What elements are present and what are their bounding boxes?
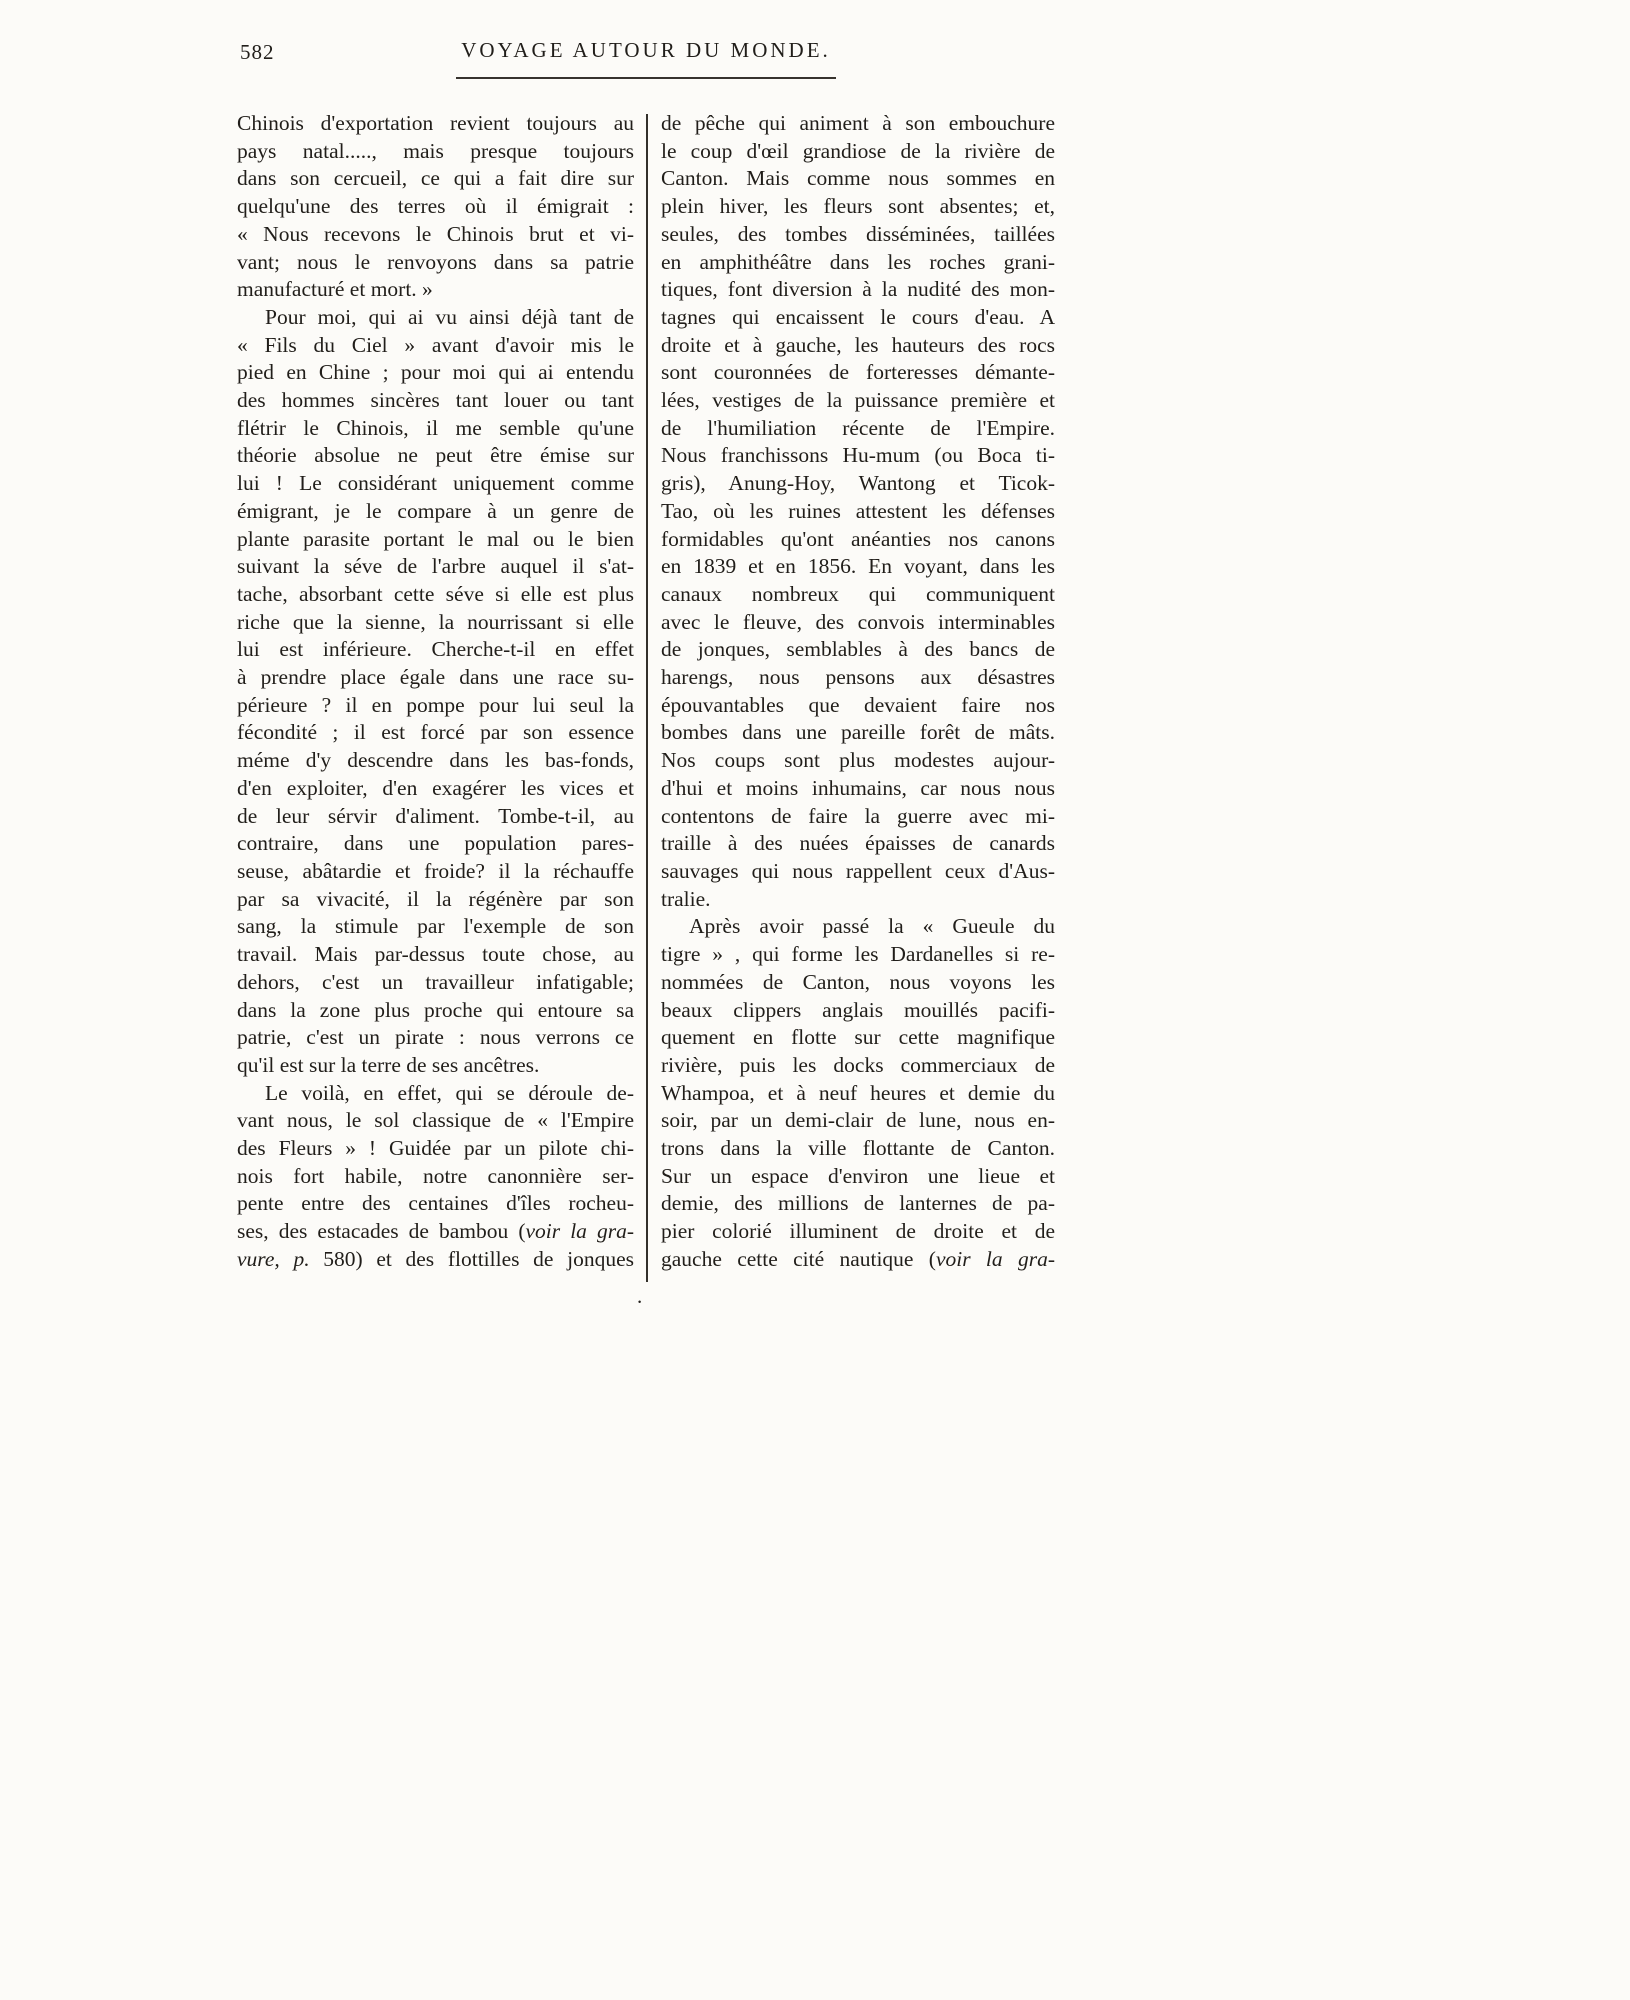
text-line: patrie, c'est un pirate : nous verrons ce [237, 1025, 634, 1050]
text-line: droite et à gauche, les hauteurs des rocs [661, 332, 1055, 357]
text-columns [237, 110, 1055, 1290]
text-line: tigre » , qui forme les Dardanelles si re- [661, 942, 1055, 967]
text-line: « Nous recevons le Chinois brut et vi- [237, 221, 634, 246]
text-line: tiques, font diversion à la nudité des mon- [661, 277, 1055, 302]
text-line: Nous franchissons Hu-mum (ou Boca ti- [661, 443, 1055, 468]
text-line: pied en Chine ; pour moi qui ai entendu [237, 360, 634, 385]
text-line: formidables qu'ont anéanties nos canons [661, 526, 1055, 551]
text-line: manufacturé et mort. » [237, 277, 433, 302]
text-line: Chinois d'exportation revient toujours au [237, 111, 634, 135]
text-line: de leur sérvir d'aliment. Tombe-t-il, au [237, 803, 634, 828]
text-line: rivière, puis les docks commerciaux de [661, 1052, 1055, 1077]
text-line: flétrir le Chinois, il me semble qu'une [237, 415, 634, 440]
text-line: dans la zone plus proche qui entoure sa [237, 997, 634, 1022]
text-line: avec le fleuve, des convois interminables [661, 609, 1055, 634]
text-line: contentons de faire la guerre avec mi- [661, 803, 1055, 828]
text-line: fécondité ; il est forcé par son essence [237, 720, 634, 745]
text-line: trons dans la ville flottante de Canton. [661, 1136, 1055, 1161]
text-line: périeure ? il en pompe pour lui seul la [237, 692, 634, 717]
text-line: méme d'y descendre dans les bas-fonds, [237, 748, 634, 773]
text-line: ses, des estacades de bambou (voir la gra- [237, 1219, 634, 1244]
text-line: dans son cercueil, ce qui a fait dire sur [237, 166, 634, 191]
text-line: épouvantables que devaient faire nos [661, 692, 1055, 717]
text-line: théorie absolue ne peut être émise sur [237, 443, 634, 468]
text-line: de pêche qui animent à son embouchure [661, 111, 1055, 135]
text-line: Nos coups sont plus modestes aujour- [661, 748, 1055, 773]
text-line: bombes dans une pareille forêt de mâts. [661, 720, 1055, 745]
text-line: en amphithéâtre dans les roches grani- [661, 249, 1055, 274]
text-line: pays natal....., mais presque toujours [237, 138, 634, 163]
text-line: sont couronnées de forteresses démante- [661, 360, 1055, 385]
text-line: Pour moi, qui ai vu ainsi déjà tant de [265, 304, 634, 329]
text-line: Sur un espace d'environ une lieue et [661, 1163, 1055, 1188]
text-line: dehors, c'est un travailleur infatigable; [237, 969, 634, 994]
text-line: d'en exploiter, d'en exagérer les vices et [237, 775, 634, 800]
text-line: canaux nombreux qui communiquent [661, 581, 1055, 606]
text-line: émigrant, je le compare à un genre de [237, 498, 634, 523]
text-line: lui est inférieure. Cherche-t-il en effet [237, 637, 634, 662]
text-line: Le voilà, en effet, qui se déroule de- [265, 1080, 634, 1105]
text-line: beaux clippers anglais mouillés pacifi- [661, 997, 1055, 1022]
text-line: lées, vestiges de la puissance première et [661, 388, 1055, 413]
text-line: suivant la séve de l'arbre auquel il s'at- [237, 554, 634, 579]
text-line: « Fils du Ciel » avant d'avoir mis le [237, 332, 634, 357]
text-line: en 1839 et en 1856. En voyant, dans les [661, 554, 1055, 579]
text-line: travail. Mais par-dessus toute chose, au [237, 942, 634, 967]
text-line: tagnes qui encaissent le cours d'eau. A [661, 304, 1055, 329]
running-title: VOYAGE AUTOUR DU MONDE. [461, 38, 831, 62]
page-number: 582 [240, 40, 275, 64]
text-line: de l'humiliation récente de l'Empire. [661, 415, 1055, 440]
text-line: vant nous, le sol classique de « l'Empire [237, 1108, 634, 1133]
text-line: gauche cette cité nautique (voir la gra- [661, 1246, 1055, 1271]
text-line: demie, des millions de lanternes de pa- [661, 1191, 1055, 1216]
text-line: gris), Anung-Hoy, Wantong et Ticok- [661, 471, 1055, 496]
text-line: qu'il est sur la terre de ses ancêtres. [237, 1052, 540, 1077]
text-line: le coup d'œil grandiose de la rivière de [661, 138, 1055, 163]
stray-ink-mark: . [637, 1284, 643, 1308]
text-line: par sa vivacité, il la régénère par son [237, 886, 634, 911]
left-column [237, 110, 634, 1274]
text-line: d'hui et moins inhumains, car nous nous [661, 775, 1055, 800]
text-line: des hommes sincères tant louer ou tant [237, 388, 634, 413]
text-line: sang, la stimule par l'exemple de son [237, 914, 634, 939]
text-line: pier colorié illuminent de droite et de [661, 1219, 1055, 1244]
text-line: harengs, nous pensons aux désastres [661, 665, 1055, 690]
text-line: seuse, abâtardie et froide? il la réchauffe [237, 858, 634, 883]
text-line: riche que la sienne, la nourrissant si elle [237, 609, 634, 634]
page-header [237, 34, 1055, 84]
text-line: soir, par un demi-clair de lune, nous en- [661, 1108, 1055, 1133]
text-line: traille à des nuées épaisses de canards [661, 831, 1055, 856]
text-line: sauvages qui nous rappellent ceux d'Aus- [661, 858, 1055, 883]
text-line: vure, p. 580) et des flottilles de jonques [237, 1246, 635, 1271]
text-line: à prendre place égale dans une race su- [237, 665, 634, 690]
text-line: quelqu'une des terres où il émigrait : [237, 194, 634, 219]
text-line: de jonques, semblables à des bancs de [661, 637, 1055, 662]
text-line: plante parasite portant le mal ou le bien [237, 526, 634, 551]
text-line: seules, des tombes disséminées, taillées [661, 221, 1055, 246]
text-line: tache, absorbant cette séve si elle est plus [237, 581, 634, 606]
right-column [661, 110, 1055, 1274]
text-line: vant; nous le renvoyons dans sa patrie [237, 249, 634, 274]
text-line: Après avoir passé la « Gueule du [689, 914, 1055, 939]
text-line: Canton. Mais comme nous sommes en [661, 166, 1055, 191]
text-line: Tao, où les ruines attestent les défenses [661, 498, 1055, 523]
column-divider [646, 114, 648, 1282]
text-line: quement en flotte sur cette magnifique [661, 1025, 1055, 1050]
text-line: des Fleurs » ! Guidée par un pilote chi- [237, 1136, 634, 1161]
text-line: nommées de Canton, nous voyons les [661, 969, 1055, 994]
text-line: plein hiver, les fleurs sont absentes; et, [661, 194, 1055, 219]
text-line: tralie. [661, 886, 711, 911]
text-line: nois fort habile, notre canonnière ser- [237, 1163, 634, 1188]
text-line: Whampoa, et à neuf heures et demie du [661, 1080, 1055, 1105]
text-line: contraire, dans une population pares- [237, 831, 634, 856]
text-line: lui ! Le considérant uniquement comme [237, 471, 634, 496]
header-rule [456, 77, 836, 79]
text-line: pente entre des centaines d'îles rocheu- [237, 1191, 634, 1216]
